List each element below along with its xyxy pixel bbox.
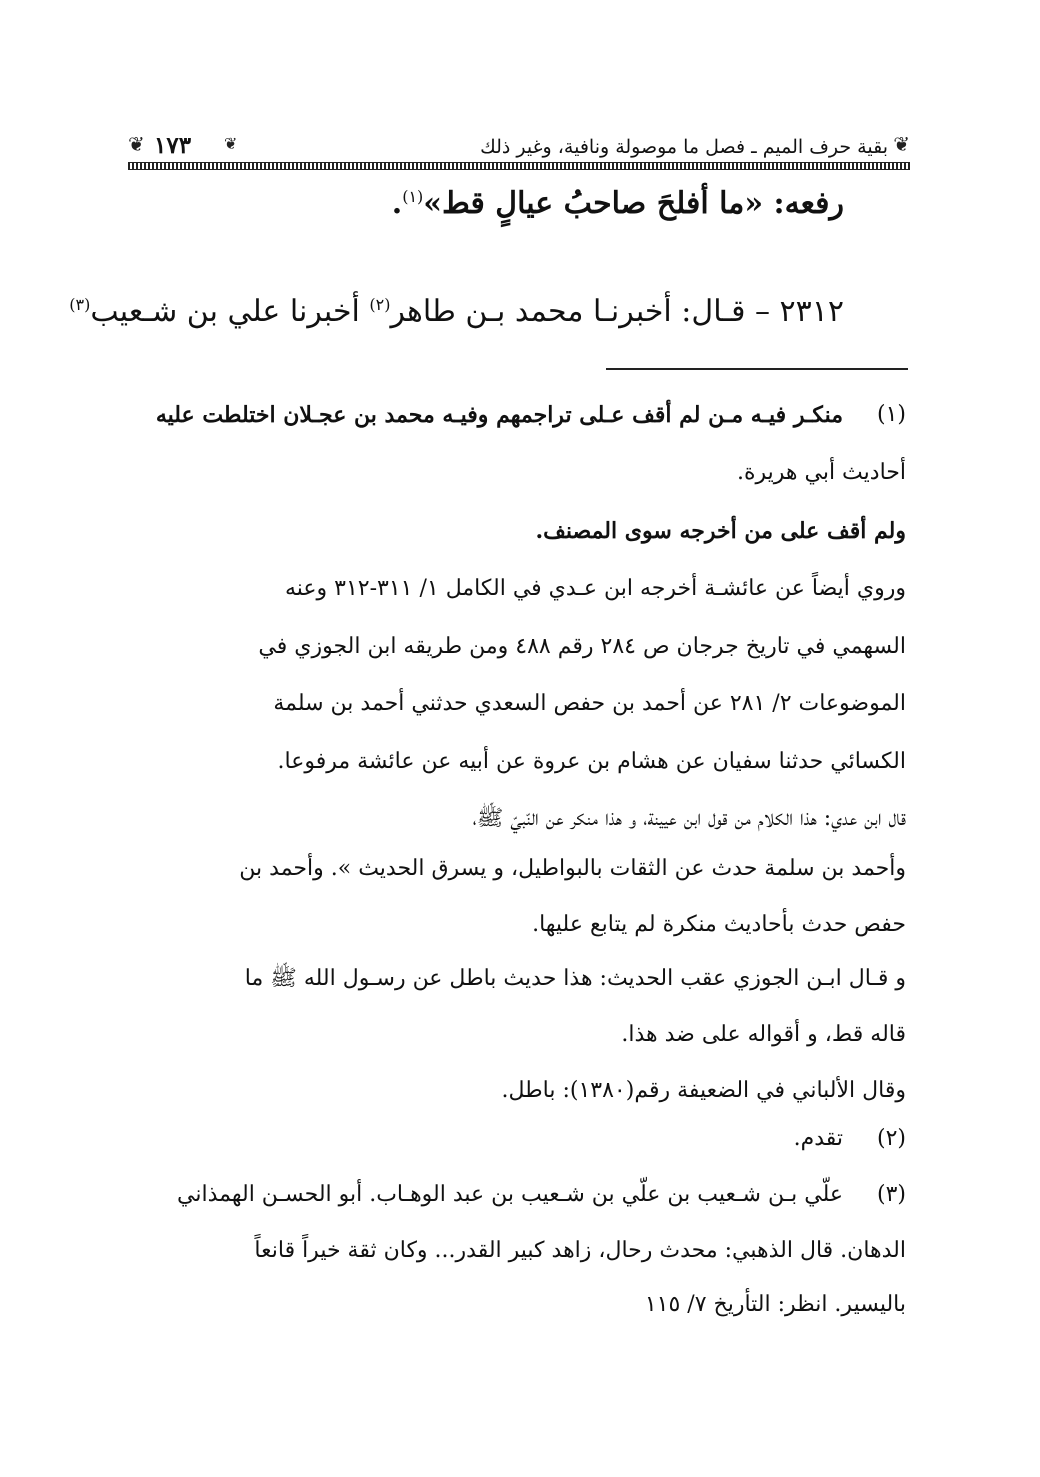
footnote-ref-2: (٢)	[369, 295, 391, 314]
page-header	[128, 128, 910, 172]
footnote-number-3: (٣)	[876, 1182, 906, 1207]
footnote-separator	[606, 368, 908, 370]
footnote-1-line: الكسائي حدثنا سفيان عن هشام بن عروة عن أبيه عن عائشة مرفوعا.	[277, 749, 906, 774]
footnote-1-line: وقال الألباني في الضعيفة رقم(١٣٨٠): باطل.	[501, 1078, 906, 1103]
footnote-number-1: (١)	[876, 402, 906, 427]
footnote-1-line: قاله قط، و أقواله على ضد هذا.	[621, 1022, 906, 1047]
footnote-2-line: تقدم.	[793, 1126, 843, 1151]
footnote-3-line: باليسير. انظر: التأريخ ٧/ ١١٥	[644, 1292, 906, 1317]
footnote-3-line: علّي بـن شـعيب بن علّي بن شـعيب بن عبد الوهـاب. أبو الحسـن الهمذاني	[177, 1182, 843, 1207]
footnote-1-line: الموضوعات ٢/ ٢٨١ عن أحمد بن حفص السعدي حدثني أحمد بن سلمة	[273, 691, 906, 716]
footnote-1-line: وأحمد بن سلمة حدث عن الثقات بالبواطيل، و يسرق الحديث ». وأحمد بن	[239, 856, 906, 881]
footnote-1-line: أحاديث أبي هريرة.	[736, 460, 906, 485]
footnote-1-line: حفص حدث بأحاديث منكرة لم يتابع عليها.	[532, 912, 906, 937]
running-title: بقية حرف الميم ـ فصل ما موصولة ونافية، وغير ذلك	[480, 136, 888, 158]
quoted-hadith: رفعه: «ما أفلحَ صاحبُ عيالٍ قط»	[423, 186, 844, 221]
main-text-line-1	[392, 186, 844, 221]
footnote-3-line: الدهان. قال الذهبي: محدث رحال، زاهد كبير القدر... وكان ثقة خيراً قانعاً	[254, 1238, 906, 1263]
narration-chain-part-1: ٢٣١٢ – قـال: أخبرنـا محمد بـن طاهر	[390, 294, 844, 329]
footnote-1-line: قال ابن عدي: هذا الكلام من قول ابن عيينة، و هذا منكر عن النّبيّ ﷺ،	[472, 806, 906, 831]
line-end-period: .	[391, 186, 403, 221]
footnote-1-line: و قـال ابـن الجوزي عقب الحديث: هذا حديث باطل عن رسـول الله ﷺ ما	[244, 966, 906, 991]
narration-chain-part-2: أخبرنا علي بن شـعيب	[90, 294, 370, 329]
header-ornament-left-icon: ❦	[128, 132, 145, 156]
header-ornament-right-icon: ❦	[893, 132, 910, 156]
footnote-ref-3: (٣)	[69, 295, 91, 314]
footnote-1-line: ولم أقف على من أخرجه سوى المصنف.	[535, 518, 906, 544]
footnote-number-2: (٢)	[876, 1126, 906, 1151]
main-text-line-2	[69, 294, 844, 329]
header-ornament-middle-icon: ❦	[224, 134, 238, 153]
footnote-ref-1: (١)	[402, 187, 424, 206]
footnote-1-line: منكـر فيـه مـن لم أقف عـلى تراجمهم وفيـه محمد بن عجـلان اختلطت عليه	[155, 402, 843, 428]
footnote-1-line: وروي أيضاً عن عائشـة أخرجه ابن عـدي في الكامل ١/ ٣١١-٣١٢ وعنه	[284, 576, 906, 601]
page-number: ١٧٣	[154, 132, 192, 159]
footnote-1-line: السهمي في تاريخ جرجان ص ٢٨٤ رقم ٤٨٨ ومن طريقه ابن الجوزي في	[258, 634, 906, 659]
header-rule	[128, 162, 910, 170]
